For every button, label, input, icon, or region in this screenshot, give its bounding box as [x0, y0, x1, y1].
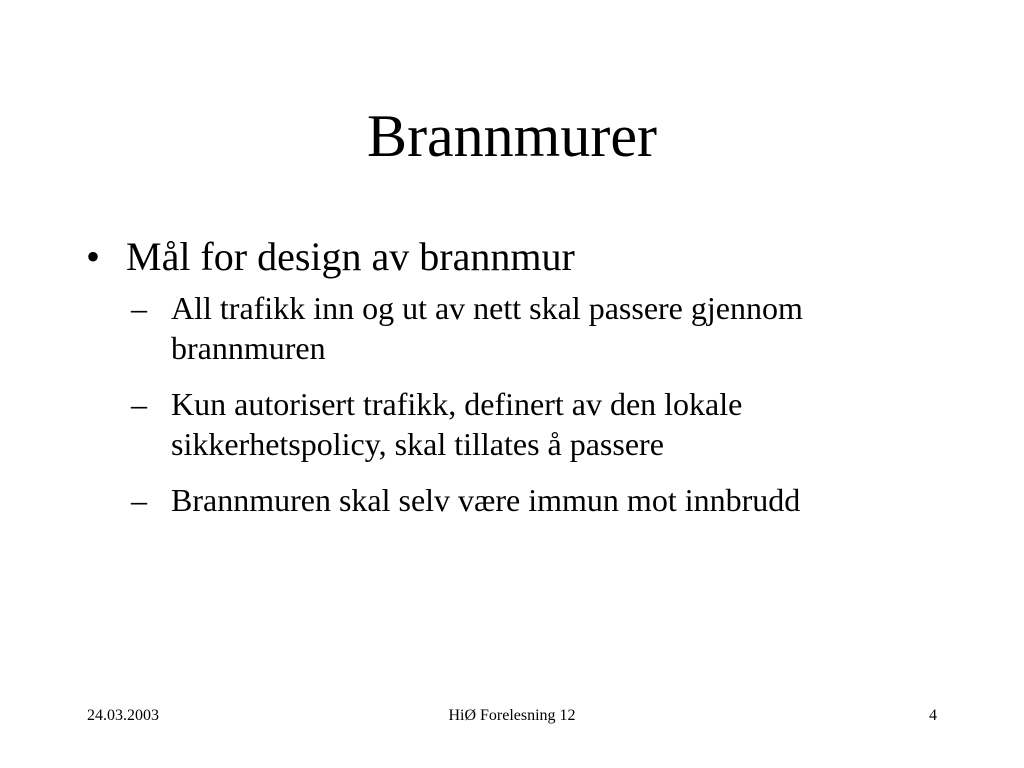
sub-bullet-point [131, 288, 946, 368]
slide-body [86, 232, 946, 536]
main-bullet-text: Mål for design av brannmur [126, 234, 575, 279]
sub-bullet-text: All trafikk inn og ut av nett skal passere gjennom brannmuren [171, 290, 803, 366]
bullet-icon: • [86, 234, 101, 279]
footer-lecture-title: HiØ Forelesning 12 [448, 707, 576, 724]
dash-icon: – [131, 386, 147, 422]
dash-icon: – [131, 482, 147, 518]
slide-title: Brannmurer [367, 103, 657, 169]
sub-bullet-text: Kun autorisert trafikk, definert av den lokale sikkerhetspolicy, skal tillates å passere [171, 386, 743, 462]
sub-bullet-text: Brannmuren skal selv være immun mot innbrudd [171, 482, 801, 518]
sub-bullet-list [131, 288, 946, 520]
footer-date: 24.03.2003 [87, 707, 159, 724]
sub-bullet-point [131, 384, 946, 464]
sub-bullet-point [131, 480, 946, 520]
main-bullet-point [86, 232, 946, 282]
footer-page-number: 4 [929, 707, 937, 724]
dash-icon: – [131, 290, 147, 326]
